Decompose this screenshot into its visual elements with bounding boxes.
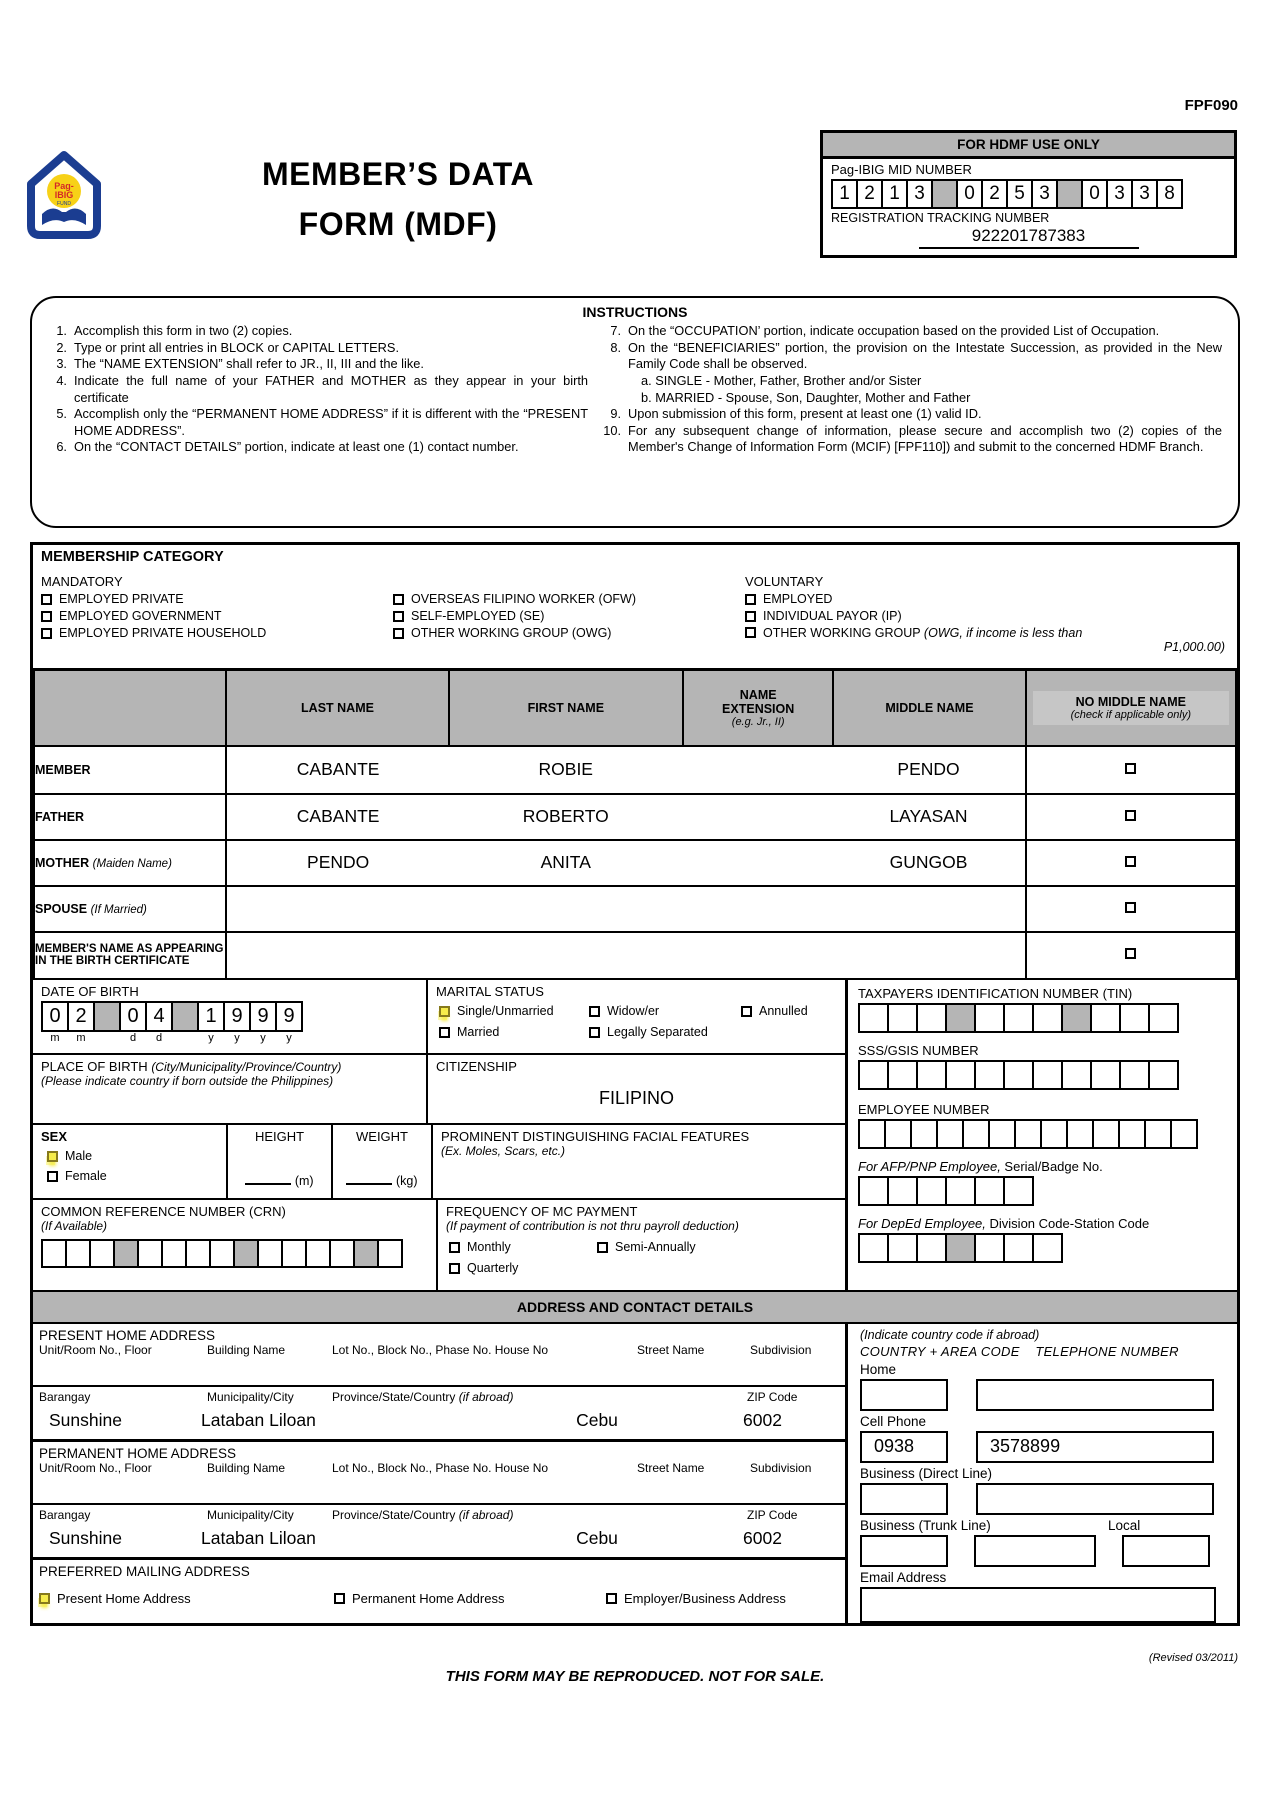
digit-cell[interactable] [161,1239,187,1268]
digit-cell[interactable]: 5 [1006,179,1033,209]
digit-cell[interactable] [1040,1119,1068,1149]
tin-label: TAXPAYERS IDENTIFICATION NUMBER (TIN) [858,985,1133,1001]
digit-cell[interactable]: 2 [67,1001,95,1032]
digit-cell[interactable]: 0 [119,1001,147,1032]
birth-certificate-name-fields[interactable] [226,932,1025,979]
deped-label: For DepEd Employee, Division Code-Station Code [858,1215,1150,1231]
place-of-birth-label: PLACE OF BIRTH (City/Municipality/Province/Country) [41,1058,342,1074]
father-middle-name[interactable]: LAYASAN [889,806,968,826]
digit-cell[interactable] [962,1119,990,1149]
digit-cell[interactable] [1119,1003,1150,1033]
membership-option-voluntary-employed[interactable]: EMPLOYED [745,592,1229,607]
permanent-address-street-input[interactable] [33,1475,845,1505]
marital-option-annulled[interactable]: Annulled [741,1004,837,1019]
checkbox-icon[interactable] [606,1593,617,1604]
digit-cell[interactable] [1090,1060,1121,1090]
hdmf-banner: FOR HDMF USE ONLY [823,133,1234,159]
digit-cell[interactable] [1118,1119,1146,1149]
crn-note: (If Available) [41,1218,108,1233]
checkbox-icon[interactable] [439,1006,450,1017]
business-trunk-code-input[interactable] [860,1535,948,1567]
digit-cell[interactable] [916,1060,947,1090]
present-barangay-value[interactable]: Sunshine [49,1409,122,1430]
checkbox-icon[interactable] [741,1006,752,1017]
digit-cell[interactable] [1003,1233,1034,1263]
sex-option-female[interactable]: Female [41,1169,218,1184]
permanent-address-title: PERMANENT HOME ADDRESS [39,1445,237,1461]
citizenship-label: CITIZENSHIP [436,1058,517,1074]
digit-cell[interactable] [884,1119,912,1149]
frequency-note: (If payment of contribution is not thru payroll deduction) [446,1218,739,1233]
digit-cell[interactable]: 1 [881,179,908,209]
svg-text:FUND: FUND [57,201,71,207]
checkbox-icon[interactable] [589,1027,600,1038]
deped-cells[interactable] [858,1233,1227,1263]
place-of-birth-field[interactable] [33,1055,428,1123]
frequency-option-monthly[interactable]: Monthly [449,1240,597,1255]
present-address-area-labels: Barangay Municipality/City Province/State/Country (if abroad) ZIP Code [39,1389,798,1404]
afp-pnp-cells[interactable] [858,1176,1227,1206]
mother-last-name[interactable]: PENDO [307,852,370,872]
father-no-middle-name-checkbox[interactable] [1125,810,1136,821]
digit-cell[interactable] [916,1176,947,1206]
checkbox-icon[interactable] [41,594,52,605]
digit-cell[interactable] [41,1239,67,1268]
sex-label: SEX [41,1128,68,1144]
business-direct-label: Business (Direct Line) [860,1465,993,1481]
employee-number-label: EMPLOYEE NUMBER [858,1101,990,1117]
digit-cell[interactable] [1061,1060,1092,1090]
digit-cell[interactable] [887,1060,918,1090]
marital-status-label: MARITAL STATUS [436,983,544,999]
digit-cell [1061,1003,1092,1033]
membership-voluntary-column [745,574,1229,654]
digit-cell[interactable]: 0 [1081,179,1108,209]
mother-first-name[interactable]: ANITA [540,852,591,872]
digit-cell [931,179,958,209]
height-label: HEIGHT [254,1128,305,1144]
date-of-birth-format-hint: m m d d y y y y [50,1031,292,1044]
digit-cell[interactable] [377,1239,403,1268]
digit-cell[interactable] [1144,1119,1172,1149]
present-address-street-labels: Unit/Room No., Floor Building Name Lot No., Block No., Phase No. House No Street Name Subdivision [39,1342,812,1357]
checkbox-icon[interactable] [393,611,404,622]
digit-cell[interactable]: 0 [41,1001,69,1032]
mother-name-fields[interactable] [226,840,1025,886]
mailing-address-title: PREFERRED MAILING ADDRESS [39,1563,250,1579]
digit-cell[interactable]: 0 [956,179,983,209]
membership-option-employed-government[interactable]: EMPLOYED GOVERNMENT [41,609,393,624]
citizenship-field [428,1055,845,1123]
mother-middle-name[interactable]: GUNGOB [889,852,968,872]
instruction-item-3: 3. The “NAME EXTENSION” shall refer to JR., II, III and the like. [56,356,424,372]
personal-details-section [33,980,1237,1290]
digit-cell[interactable] [858,1003,889,1033]
digit-cell [93,1001,121,1032]
checkbox-icon[interactable] [41,611,52,622]
digit-cell[interactable] [858,1060,889,1090]
page-title-line2: FORM (MDF) [298,205,498,242]
mc-payment-frequency-field [438,1200,845,1290]
tracking-number-value[interactable]: 922201787383 [919,226,1139,249]
svg-text:IBIG: IBIG [54,190,74,200]
instruction-item-9: 9. Upon submission of this form, present at least one (1) valid ID. [610,406,982,422]
contact-column-headers: COUNTRY + AREA CODE TELEPHONE NUMBER [860,1343,1179,1359]
pag-ibig-logo-graphic [22,146,106,242]
digit-cell [171,1001,199,1032]
marital-option-single[interactable]: Single/Unmarried [439,1004,589,1019]
digit-cell[interactable] [1119,1060,1150,1090]
facial-features-label: PROMINENT DISTINGUISHING FACIAL FEATURES [441,1128,750,1144]
digit-cell[interactable]: 9 [249,1001,277,1032]
local-label: Local [1108,1517,1141,1533]
digit-cell [113,1239,139,1268]
member-no-middle-name-checkbox[interactable] [1125,763,1136,774]
present-province-value[interactable]: Cebu [576,1409,618,1430]
instruction-item-7: 7. On the “OCCUPATION’ portion, indicate occupation based on the provided List of Occupation. [610,323,1160,338]
membership-option-employed-private[interactable]: EMPLOYED PRIVATE [41,592,393,607]
names-header-middle-name: MIDDLE NAME [833,670,1025,746]
digit-cell [233,1239,259,1268]
height-input-line[interactable] [245,1172,291,1185]
cell-area-code-input[interactable]: 0938 [860,1431,948,1463]
email-address-input[interactable] [860,1587,1216,1623]
tin-cells[interactable] [858,1003,1227,1033]
address-contact-banner: ADDRESS AND CONTACT DETAILS [33,1290,1237,1324]
digit-cell[interactable] [945,1176,976,1206]
digit-cell[interactable] [974,1176,1005,1206]
member-name-fields[interactable] [226,746,1025,794]
marital-option-legally-separated[interactable]: Legally Separated [589,1025,741,1040]
digit-cell[interactable] [1003,1060,1034,1090]
frequency-option-quarterly[interactable]: Quarterly [449,1261,597,1276]
sex-field [33,1125,228,1198]
date-of-birth-cells[interactable] [41,1001,418,1032]
digit-cell[interactable]: 3 [906,179,933,209]
member-first-name[interactable]: ROBIE [538,759,593,779]
height-field[interactable]: HEIGHT (m) [228,1125,333,1198]
membership-option-voluntary-owg[interactable]: OTHER WORKING GROUP (OWG, if income is less than [745,626,1229,640]
owg-income-note: P1,000.00) [1163,640,1225,654]
country-code-note: (Indicate country code if abroad) [860,1327,1040,1342]
instruction-item-2: 2. Type or print all entries in BLOCK or CAPITAL LETTERS. [56,339,400,355]
checkbox-icon[interactable] [47,1171,58,1182]
membership-option-individual-payor[interactable]: INDIVIDUAL PAYOR (IP) [745,609,1229,624]
present-address-values[interactable] [33,1404,845,1439]
mother-row-label: MOTHER (Maiden Name) [34,840,226,886]
checkbox-icon[interactable] [745,611,756,622]
digit-cell[interactable]: 8 [1156,179,1183,209]
membership-category-section [33,545,1237,668]
permanent-address-values[interactable] [33,1522,845,1557]
frequency-option-semi-annually[interactable]: Semi-Annually [597,1240,837,1255]
father-last-name[interactable]: CABANTE [296,806,380,826]
digit-cell [353,1239,379,1268]
member-last-name[interactable]: CABANTE [296,759,380,779]
digit-cell[interactable] [916,1233,947,1263]
permanent-city-value[interactable]: Lataban Liloan [201,1527,316,1548]
footer-note: THIS FORM MAY BE REPRODUCED. NOT FOR SALE. [445,1668,825,1685]
citizenship-value[interactable]: FILIPINO [598,1087,674,1108]
facial-features-field[interactable] [433,1125,845,1198]
names-header-blank [34,670,226,746]
date-of-birth-field [33,980,428,1053]
names-header-first-name: FIRST NAME [449,670,683,746]
digit-cell[interactable] [910,1119,938,1149]
tracking-number-label: REGISTRATION TRACKING NUMBER [831,211,1050,225]
instructions-right-column [588,323,1222,456]
mother-no-middle-name-checkbox[interactable] [1125,856,1136,867]
digit-cell [945,1003,976,1033]
instructions-box [30,296,1240,528]
present-city-value[interactable]: Lataban Liloan [201,1409,316,1430]
permanent-address-street-labels: Unit/Room No., Floor Building Name Lot No., Block No., Phase No. House No Street Name Subdivision [39,1460,812,1475]
checkbox-icon[interactable] [589,1006,600,1017]
sss-gsis-cells[interactable] [858,1060,1227,1090]
weight-input-line[interactable] [346,1172,392,1185]
digit-cell[interactable] [1066,1119,1094,1149]
crn-label: COMMON REFERENCE NUMBER (CRN) [41,1203,286,1219]
instruction-item-1: 1. Accomplish this form in two (2) copies. [56,323,293,338]
checkbox-icon[interactable] [393,594,404,605]
instruction-item-8b: b. MARRIED - Spouse, Son, Daughter, Mother and Father [641,389,971,405]
digit-cell[interactable] [988,1119,1016,1149]
place-of-birth-note: (Please indicate country if born outside the Philippines) [41,1073,334,1088]
digit-cell[interactable] [916,1003,947,1033]
instructions-left-column [48,323,588,456]
present-address-title: PRESENT HOME ADDRESS [39,1327,216,1343]
mother-name-row [34,840,1236,886]
sex-option-male[interactable]: Male [41,1149,218,1164]
employee-number-cells[interactable] [858,1119,1227,1149]
digit-cell[interactable] [974,1233,1005,1263]
contact-details-panel [845,1324,1237,1623]
mandatory-label: MANDATORY [41,574,123,589]
father-name-fields[interactable] [226,794,1025,840]
membership-option-self-employed[interactable]: SELF-EMPLOYED (SE) [393,609,745,624]
digit-cell[interactable]: 1 [197,1001,225,1032]
membership-option-employed-private-household[interactable]: EMPLOYED PRIVATE HOUSEHOLD [41,626,393,641]
instruction-item-5: 5. Accomplish only the “PERMANENT HOME ADDRESS” if it is different with the “PRESENT HOME ADDRESS”. [56,406,589,438]
crn-field [33,1200,438,1290]
member-name-row [34,746,1236,794]
business-trunk-number-input[interactable] [974,1535,1096,1567]
main-form-box [30,542,1240,1626]
member-row-label: MEMBER [34,746,226,794]
digit-cell[interactable] [329,1239,355,1268]
digit-cell [1056,179,1083,209]
digit-cell[interactable]: 1 [831,179,858,209]
checkbox-icon[interactable] [449,1263,460,1274]
mid-number-cells[interactable] [831,179,1226,209]
instruction-item-8: 8. On the “BENEFICIARIES” portion, the provision on the Intestate Succession, as provided in the New Family Code shall be observed. [610,339,1222,372]
digit-cell[interactable] [137,1239,163,1268]
digit-cell[interactable] [945,1060,976,1090]
voluntary-label: VOLUNTARY [745,574,824,589]
svg-text:Pag-: Pag- [54,181,74,191]
digit-cell[interactable]: 2 [856,179,883,209]
birth-certificate-name-row [34,932,1236,979]
present-zip-value[interactable]: 6002 [743,1409,782,1430]
instructions-title: INSTRUCTIONS [582,304,688,320]
digit-cell[interactable] [887,1233,918,1263]
spouse-name-fields[interactable] [226,886,1025,932]
crn-cells[interactable] [41,1239,428,1268]
checkbox-icon[interactable] [449,1242,460,1253]
digit-cell[interactable] [974,1060,1005,1090]
digit-cell[interactable] [305,1239,331,1268]
business-direct-number-input[interactable] [976,1483,1214,1515]
permanent-zip-value[interactable]: 6002 [743,1527,782,1548]
marital-option-widower[interactable]: Widow/er [589,1004,741,1019]
digit-cell[interactable] [1032,1003,1063,1033]
local-number-input[interactable] [1122,1535,1210,1567]
address-contact-section [33,1324,1237,1623]
weight-field[interactable]: WEIGHT (kg) [333,1125,433,1198]
digit-cell[interactable]: 9 [275,1001,303,1032]
birth-certificate-row-label: MEMBER'S NAME AS APPEARING IN THE BIRTH CERTIFICATE [34,932,226,979]
preferred-mailing-address-block [33,1560,845,1617]
instruction-item-8a: a. SINGLE - Mother, Father, Brother and/or Sister [641,372,922,388]
digit-cell[interactable] [1090,1003,1121,1033]
mailing-option-permanent[interactable]: Permanent Home Address [334,1591,606,1607]
date-of-birth-label: DATE OF BIRTH [41,983,139,999]
page-title [218,150,578,249]
mid-number-label: Pag-IBIG MID NUMBER [831,162,972,177]
checkbox-icon[interactable] [745,594,756,605]
mailing-option-employer[interactable]: Employer/Business Address [606,1591,786,1607]
names-table [33,668,1237,980]
birth-certificate-no-middle-name-checkbox[interactable] [1125,948,1136,959]
permanent-province-value[interactable]: Cebu [576,1527,618,1548]
spouse-row-label: SPOUSE (If Married) [34,886,226,932]
digit-cell[interactable] [858,1119,886,1149]
checkbox-icon[interactable] [597,1242,608,1253]
digit-cell[interactable] [185,1239,211,1268]
pag-ibig-logo [22,146,106,242]
checkbox-icon[interactable] [393,628,404,639]
digit-cell[interactable] [887,1003,918,1033]
father-first-name[interactable]: ROBERTO [522,806,609,826]
checkbox-icon[interactable] [47,1151,58,1162]
digit-cell[interactable] [858,1233,889,1263]
weight-label: WEIGHT [356,1128,408,1144]
spouse-no-middle-name-checkbox[interactable] [1125,902,1136,913]
home-area-code-input[interactable] [860,1379,948,1411]
digit-cell[interactable] [89,1239,115,1268]
names-header-last-name: LAST NAME [226,670,448,746]
hdmf-use-only-box [820,130,1237,258]
form-code: FPF090 [1184,97,1238,114]
digit-cell[interactable] [974,1003,1005,1033]
instruction-item-4: 4. Indicate the full name of your FATHER and MOTHER as they appear in your birth certificate [56,372,589,405]
checkbox-icon[interactable] [39,1593,50,1604]
digit-cell[interactable]: 3 [1106,179,1133,209]
afp-pnp-label: For AFP/PNP Employee, Serial/Badge No. [858,1158,1103,1174]
checkbox-icon[interactable] [439,1027,450,1038]
digit-cell[interactable] [1170,1119,1198,1149]
email-address-label: Email Address [860,1569,947,1585]
digit-cell[interactable] [1092,1119,1120,1149]
digit-cell[interactable]: 2 [981,179,1008,209]
business-direct-code-input[interactable] [860,1483,948,1515]
membership-middle-column [393,574,745,654]
digit-cell[interactable] [65,1239,91,1268]
business-trunk-label: Business (Trunk Line) [860,1517,991,1533]
names-header-name-extension: NAME EXTENSION (e.g. Jr., II) [683,670,833,746]
checkbox-icon[interactable] [334,1593,345,1604]
digit-cell[interactable] [1014,1119,1042,1149]
father-row-label: FATHER [34,794,226,840]
spouse-name-row [34,886,1236,932]
present-address-street-input[interactable] [33,1357,845,1387]
digit-cell[interactable]: 3 [1031,179,1058,209]
father-name-row [34,794,1236,840]
digit-cell[interactable] [1032,1060,1063,1090]
digit-cell[interactable] [1032,1233,1063,1263]
revision-note: (Revised 03/2011) [1148,1652,1238,1664]
marital-option-married[interactable]: Married [439,1025,589,1040]
cell-number-input[interactable]: 3578899 [976,1431,1214,1463]
digit-cell[interactable] [1148,1060,1179,1090]
home-number-input[interactable] [976,1379,1214,1411]
present-home-address-block [33,1324,845,1442]
digit-cell[interactable] [257,1239,283,1268]
checkbox-icon[interactable] [41,628,52,639]
sss-gsis-label: SSS/GSIS NUMBER [858,1042,979,1058]
digit-cell[interactable]: 4 [145,1001,173,1032]
digit-cell[interactable]: 9 [223,1001,251,1032]
digit-cell[interactable] [936,1119,964,1149]
membership-option-ofw[interactable]: OVERSEAS FILIPINO WORKER (OFW) [393,592,745,607]
facial-features-note: (Ex. Moles, Scars, etc.) [441,1143,566,1158]
government-numbers-column [845,980,1237,1290]
frequency-label: FREQUENCY OF MC PAYMENT [446,1203,638,1219]
cell-phone-label: Cell Phone [860,1413,927,1429]
digit-cell[interactable] [887,1176,918,1206]
digit-cell[interactable] [1148,1003,1179,1033]
checkbox-icon[interactable] [745,627,756,638]
home-phone-label: Home [860,1361,897,1377]
digit-cell[interactable] [281,1239,307,1268]
instruction-item-10: 10. For any subsequent change of information, please secure and accomplish two (2) copies of the Member's Change of Information Form (MCIF) [FPF110]) and submit to the concerned HDMF Branch. [603,422,1222,455]
mailing-option-present[interactable]: Present Home Address [39,1591,334,1607]
digit-cell[interactable]: 3 [1131,179,1158,209]
digit-cell[interactable] [209,1239,235,1268]
digit-cell [945,1233,976,1263]
membership-option-owg[interactable]: OTHER WORKING GROUP (OWG) [393,626,745,641]
membership-category-title: MEMBERSHIP CATEGORY [41,549,224,565]
digit-cell[interactable] [858,1176,889,1206]
page-title-line1: MEMBER’S DATA [262,156,534,192]
marital-status-field [428,980,845,1053]
permanent-home-address-block [33,1442,845,1560]
digit-cell[interactable] [1003,1003,1034,1033]
digit-cell[interactable] [1003,1176,1034,1206]
member-middle-name[interactable]: PENDO [897,759,960,779]
permanent-address-area-labels: Barangay Municipality/City Province/State/Country (if abroad) ZIP Code [39,1507,798,1522]
permanent-barangay-value[interactable]: Sunshine [49,1527,122,1548]
membership-mandatory-column [41,574,393,654]
instruction-item-6: 6. On the “CONTACT DETAILS” portion, indicate at least one (1) contact number. [56,439,519,455]
names-header-no-middle-name: NO MIDDLE NAME (check if applicable only) [1026,670,1236,746]
